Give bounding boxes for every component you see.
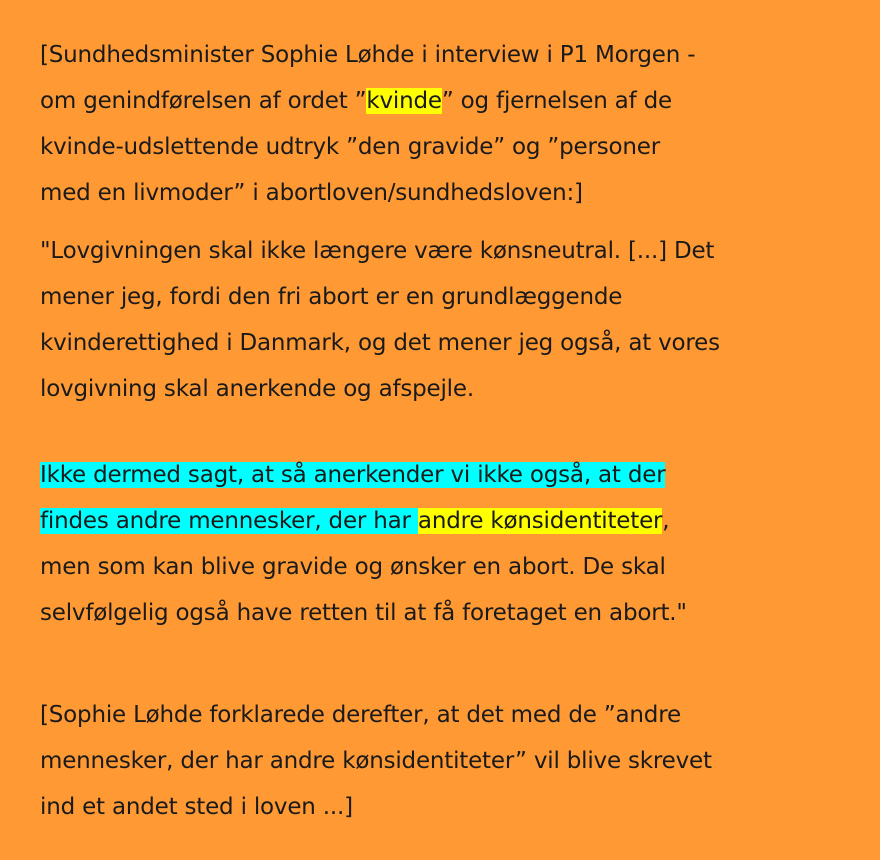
quote2-line-3: men som kan blive gravide og ønsker en abort. De skal [40,554,666,580]
quote2-line-2-after: , [662,508,670,534]
intro-line-2-after: ” og fjernelsen af de [441,88,672,114]
highlight-cyan-line-2: findes andre mennesker, der har [40,508,418,534]
intro-line-1: [Sundhedsminister Sophie Løhde i interview i P1 Morgen - [40,42,696,68]
quote-paragraph-1 [40,228,860,412]
intro-line-2 [40,78,860,124]
intro-line-4: med en livmoder” i abortloven/sundhedsloven:] [40,180,583,206]
quote2-line-1 [40,452,860,498]
highlight-cyan-line-1: Ikke dermed sagt, at så anerkender vi ikke også, at der [40,462,666,488]
quote2-line-4: selvfølgelig også have retten til at få foretaget en abort." [40,600,687,626]
quote1-line-1: "Lovgivningen skal ikke længere være kønsneutral. [...] Det [40,238,715,264]
quote1-line-2: mener jeg, fordi den fri abort er en grundlæggende [40,284,623,310]
outro-paragraph [40,692,860,830]
quote1-line-3: kvinderettighed i Danmark, og det mener jeg også, at vores [40,330,720,356]
intro-paragraph [40,32,860,216]
highlight-andre-konsidentiteter: andre kønsidentiteter [417,508,663,534]
intro-line-2-before: om genindførelsen af ordet ” [40,88,367,114]
outro-line-2: mennesker, der har andre kønsidentiteter” vil blive skrevet [40,748,712,774]
outro-line-1: [Sophie Løhde forklarede derefter, at det med de ”andre [40,702,681,728]
quote-paragraph-2 [40,452,860,636]
quote1-line-4: lovgivning skal anerkende og afspejle. [40,376,474,402]
quote2-line-2 [40,498,860,544]
intro-line-3: kvinde-udslettende udtryk ”den gravide” og ”personer [40,134,660,160]
outro-line-3: ind et andet sted i loven ...] [40,794,353,820]
highlight-kvinde: kvinde [366,88,442,114]
